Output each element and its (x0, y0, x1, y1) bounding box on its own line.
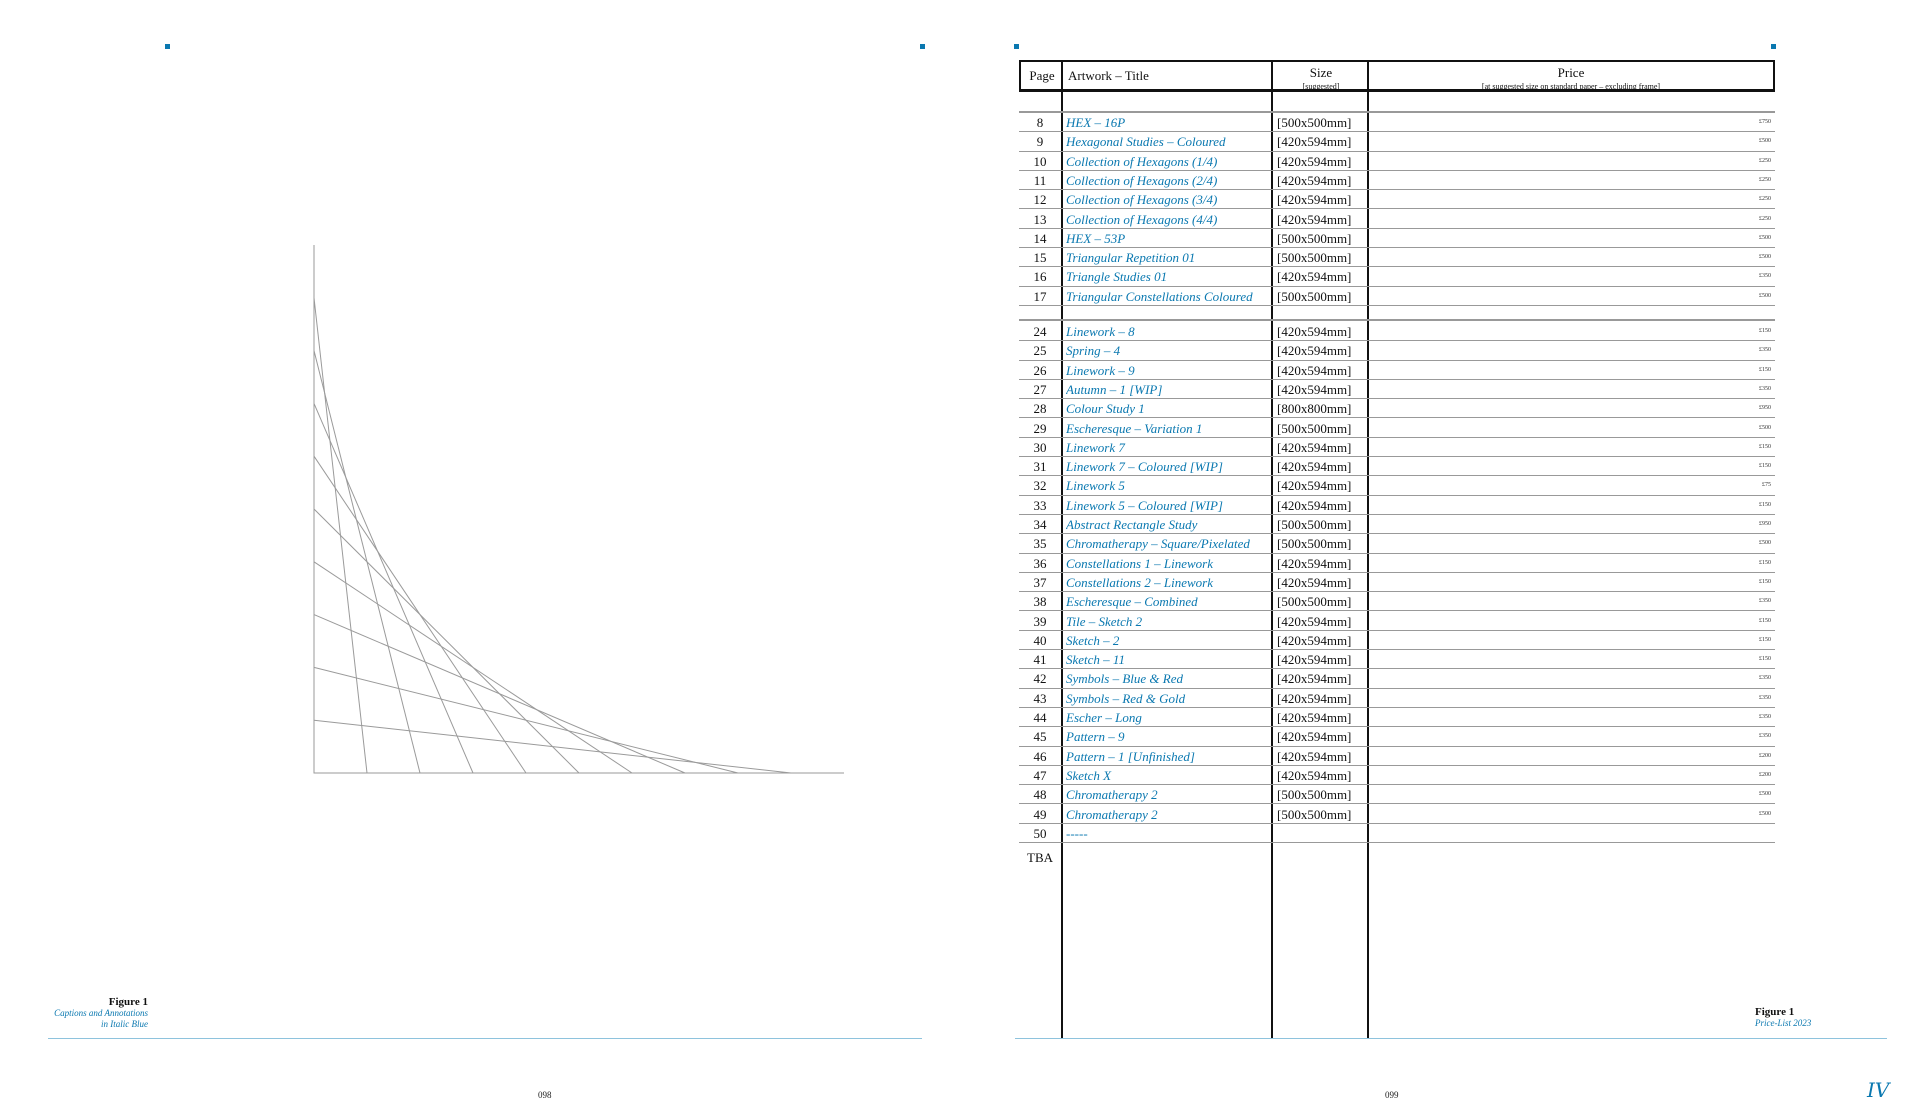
row-page: 33 (1033, 497, 1047, 513)
table-row (1019, 669, 1775, 688)
row-price: £350 (1759, 733, 1771, 740)
row-page: 38 (1033, 594, 1047, 610)
monogram-iv-icon: IV (1867, 1078, 1890, 1102)
table-row (1019, 824, 1775, 843)
row-title: Colour Study 1 (1066, 401, 1145, 417)
table-header (1019, 60, 1775, 92)
row-price: £350 (1759, 385, 1771, 392)
row-title: Linework 7 (1066, 439, 1125, 455)
row-size: [420x594mm] (1277, 211, 1352, 227)
table-row (1019, 341, 1775, 360)
row-price: £150 (1759, 443, 1771, 450)
row-title: Linework – 9 (1066, 362, 1135, 378)
table-row (1019, 152, 1775, 171)
row-size: [420x594mm] (1277, 710, 1352, 725)
caption-note: in Italic Blue (101, 1019, 148, 1029)
table-row (1019, 805, 1775, 824)
row-size: [420x594mm] (1277, 381, 1352, 397)
linework-stroke (314, 615, 685, 773)
table-row (1019, 113, 1775, 132)
row-price: £250 (1759, 176, 1771, 183)
header-size: Size [suggested] (1302, 65, 1340, 91)
linework-stroke (314, 667, 738, 773)
table-row (1019, 132, 1775, 151)
table-row (1019, 727, 1775, 746)
row-size: [420x594mm] (1277, 172, 1352, 188)
row-title: Triangular Constellations Coloured (1066, 288, 1253, 304)
row-price: £750 (1759, 119, 1771, 125)
row-page: 28 (1033, 401, 1047, 417)
row-price: £350 (1759, 273, 1771, 280)
row-price: £350 (1759, 347, 1771, 354)
row-size: [420x594mm] (1277, 671, 1352, 687)
row-price: £500 (1759, 424, 1771, 431)
right-page-number: 099 (1385, 1090, 1399, 1100)
row-size: [420x594mm] (1277, 613, 1352, 629)
row-size: [500x500mm] (1277, 594, 1352, 610)
table-row (1019, 708, 1775, 727)
row-price: £350 (1759, 714, 1771, 720)
table-row (1019, 229, 1775, 248)
row-page: 17 (1033, 288, 1047, 304)
row-size: [420x594mm] (1277, 690, 1352, 706)
table-row (1019, 631, 1775, 650)
row-page: 44 (1033, 710, 1047, 725)
table-row (1019, 785, 1775, 804)
row-title: Sketch – 11 (1066, 652, 1125, 668)
row-size: [800x800mm] (1277, 401, 1352, 417)
table-row (1019, 592, 1775, 611)
row-page: 45 (1033, 729, 1047, 745)
row-title: Triangle Studies 01 (1066, 269, 1168, 285)
row-price: £950 (1759, 405, 1771, 412)
row-page: 35 (1033, 536, 1047, 552)
row-size: [500x500mm] (1277, 806, 1352, 822)
row-page: 30 (1033, 439, 1047, 455)
row-page: 42 (1033, 671, 1047, 687)
row-price: £500 (1759, 292, 1771, 299)
row-page: 13 (1033, 211, 1047, 227)
row-page: 26 (1033, 362, 1047, 378)
row-page: 50 (1033, 825, 1047, 841)
row-title: Collection of Hexagons (2/4) (1066, 172, 1218, 188)
row-size: [420x594mm] (1277, 362, 1352, 378)
row-title: Chromatherapy 2 (1066, 787, 1158, 803)
row-size: [420x594mm] (1277, 574, 1352, 590)
row-price: £75 (1762, 482, 1771, 489)
row-title: Collection of Hexagons (3/4) (1066, 192, 1218, 208)
row-title: Linework 7 – Coloured [WIP] (1066, 459, 1223, 475)
table-row (1019, 573, 1775, 592)
row-price: £150 (1759, 559, 1771, 566)
table-row (1019, 534, 1775, 553)
row-page: 49 (1033, 806, 1047, 822)
row-page: 41 (1033, 652, 1047, 668)
row-title: Triangular Repetition 01 (1066, 250, 1196, 266)
row-size: [420x594mm] (1277, 269, 1352, 285)
row-size: [500x500mm] (1277, 288, 1352, 304)
table-row (1019, 438, 1775, 457)
row-price: £350 (1759, 598, 1771, 605)
row-size: [500x500mm] (1277, 230, 1352, 246)
table-row (1019, 689, 1775, 708)
row-title: Escher – Long (1066, 710, 1142, 725)
row-page: 27 (1033, 381, 1047, 397)
caption-note: Captions and Annotations (54, 1008, 148, 1018)
row-title: Escheresque – Variation 1 (1066, 420, 1203, 436)
row-size: [420x594mm] (1277, 324, 1352, 339)
row-page: 47 (1033, 767, 1047, 783)
row-page: 24 (1033, 324, 1047, 339)
row-rule (1019, 842, 1775, 843)
left-footer-rule (48, 1038, 922, 1039)
table-row (1019, 248, 1775, 267)
row-page: 15 (1033, 250, 1047, 266)
row-price: £250 (1759, 196, 1771, 203)
row-title: Symbols – Blue & Red (1066, 671, 1183, 687)
table-row (1019, 747, 1775, 766)
row-price: £500 (1759, 540, 1771, 547)
row-page: 48 (1033, 787, 1047, 803)
row-title: Constellations 2 – Linework (1066, 574, 1213, 590)
row-price: £500 (1759, 791, 1771, 798)
row-page: 39 (1033, 613, 1047, 629)
row-rule (1019, 305, 1775, 306)
row-title: Abstract Rectangle Study (1066, 517, 1198, 532)
row-page: 40 (1033, 632, 1047, 648)
linework-axis (314, 245, 844, 773)
row-title: HEX – 16P (1066, 115, 1126, 130)
row-page: 14 (1033, 230, 1047, 246)
row-size: [420x594mm] (1277, 192, 1352, 208)
table-row (1019, 171, 1775, 190)
group-rule (1019, 319, 1775, 321)
row-price: £350 (1759, 675, 1771, 682)
row-size: [500x500mm] (1277, 787, 1352, 803)
table-row (1019, 210, 1775, 229)
row-page: 25 (1033, 343, 1047, 359)
row-page: 9 (1036, 134, 1044, 150)
header-title: Artwork – Title (1068, 68, 1149, 83)
row-title: Collection of Hexagons (1/4) (1066, 153, 1218, 169)
row-page: 34 (1033, 517, 1047, 532)
row-title: HEX – 53P (1066, 230, 1126, 246)
row-title: Symbols – Red & Gold (1066, 690, 1186, 706)
table-row (1019, 380, 1775, 399)
row-size: [420x594mm] (1277, 555, 1352, 571)
row-size: [500x500mm] (1277, 250, 1352, 266)
left-page-number: 098 (538, 1090, 552, 1100)
crop-marker (1014, 44, 1019, 49)
row-size: [420x594mm] (1277, 767, 1352, 783)
row-page: 46 (1033, 748, 1047, 764)
row-price: £150 (1759, 328, 1771, 334)
row-size: [420x594mm] (1277, 748, 1352, 764)
row-page: 43 (1033, 690, 1047, 706)
row-title: Spring – 4 (1066, 343, 1121, 359)
linework-artwork (0, 0, 960, 1099)
table-row (1019, 476, 1775, 495)
row-price: £150 (1759, 617, 1771, 624)
left-figure-caption (40, 997, 148, 1030)
row-title: Chromatherapy – Square/Pixelated (1066, 536, 1250, 552)
row-page: 12 (1033, 192, 1047, 208)
row-size: [420x594mm] (1277, 343, 1352, 359)
row-size: [420x594mm] (1277, 439, 1352, 455)
table-row (1019, 190, 1775, 209)
row-size: [420x594mm] (1277, 134, 1352, 150)
row-price: £250 (1759, 157, 1771, 164)
row-size: [420x594mm] (1277, 459, 1352, 475)
table-row (1019, 457, 1775, 476)
row-price: £200 (1759, 771, 1771, 778)
caption-title: Figure 1 (108, 996, 148, 1008)
table-row (1019, 399, 1775, 418)
row-page: 8 (1036, 115, 1044, 130)
row-price: £350 (1759, 694, 1771, 701)
row-title: Autumn – 1 [WIP] (1066, 381, 1163, 397)
row-price: £150 (1759, 636, 1771, 643)
row-price: £250 (1759, 215, 1771, 222)
row-size: [420x594mm] (1277, 497, 1352, 513)
row-title: Constellations 1 – Linework (1066, 555, 1213, 571)
table-row (1019, 287, 1775, 306)
row-price: £150 (1759, 656, 1771, 663)
right-figure-caption (1755, 1007, 1835, 1029)
row-price: £150 (1759, 578, 1771, 585)
row-title: Linework 5 (1066, 478, 1125, 494)
table-row (1019, 267, 1775, 286)
header-price: Price [at suggested size on standard paper – excluding frame] (1481, 65, 1661, 91)
linework-stroke (314, 562, 632, 773)
row-title: Tile – Sketch 2 (1066, 613, 1143, 629)
price-list-table (1019, 60, 1775, 1038)
row-size: [420x594mm] (1277, 652, 1352, 668)
header-page: Page (1029, 68, 1055, 83)
row-page: 16 (1033, 269, 1047, 285)
row-title: Chromatherapy 2 (1066, 806, 1158, 822)
linework-stroke (314, 720, 791, 773)
caption-note: Price-List 2023 (1755, 1018, 1812, 1028)
row-price: £500 (1759, 138, 1771, 145)
table-row (1019, 515, 1775, 534)
row-page: 36 (1033, 555, 1047, 571)
row-page: 37 (1033, 574, 1047, 590)
row-price: £500 (1759, 810, 1771, 817)
row-price: £950 (1759, 521, 1771, 527)
table-row (1019, 650, 1775, 669)
linework-stroke (314, 509, 579, 773)
row-title: Linework 5 – Coloured [WIP] (1066, 497, 1223, 513)
row-title: Hexagonal Studies – Coloured (1066, 134, 1226, 150)
row-price: £500 (1759, 254, 1771, 261)
row-page: 32 (1033, 478, 1047, 494)
table-row (1019, 419, 1775, 438)
row-title: Sketch X (1066, 767, 1112, 783)
row-title: Collection of Hexagons (4/4) (1066, 211, 1218, 227)
table-row (1019, 322, 1775, 341)
row-page: 31 (1033, 459, 1047, 475)
row-size: [500x500mm] (1277, 517, 1352, 532)
table-row (1019, 766, 1775, 785)
row-size: [500x500mm] (1277, 115, 1352, 130)
row-title: ----- (1066, 825, 1088, 841)
table-row (1019, 496, 1775, 515)
row-price: £150 (1759, 366, 1771, 373)
caption-title: Figure 1 (1755, 1006, 1795, 1018)
row-title: Sketch – 2 (1066, 632, 1120, 648)
row-size: [500x500mm] (1277, 536, 1352, 552)
table-row (1019, 554, 1775, 573)
row-title: Pattern – 1 [Unfinished] (1066, 748, 1195, 764)
row-price: £150 (1759, 501, 1771, 508)
row-price: £150 (1759, 463, 1771, 470)
table-row (1019, 612, 1775, 631)
row-title: Pattern – 9 (1066, 729, 1125, 745)
row-size: [420x594mm] (1277, 729, 1352, 745)
crop-marker (1771, 44, 1776, 49)
row-title: Linework – 8 (1066, 324, 1135, 339)
row-title: Escheresque – Combined (1066, 594, 1198, 610)
row-page: 11 (1033, 172, 1047, 188)
row-price: £200 (1759, 752, 1771, 759)
table-row (1019, 361, 1775, 380)
row-size: [420x594mm] (1277, 478, 1352, 494)
row-page: 29 (1033, 420, 1047, 436)
right-footer-rule (1015, 1038, 1887, 1039)
row-size: [420x594mm] (1277, 153, 1352, 169)
row-size: [420x594mm] (1277, 632, 1352, 648)
row-page: 10 (1033, 153, 1047, 169)
row-size: [500x500mm] (1277, 420, 1352, 436)
tba-label: TBA (1027, 850, 1053, 865)
row-price: £500 (1759, 234, 1771, 241)
